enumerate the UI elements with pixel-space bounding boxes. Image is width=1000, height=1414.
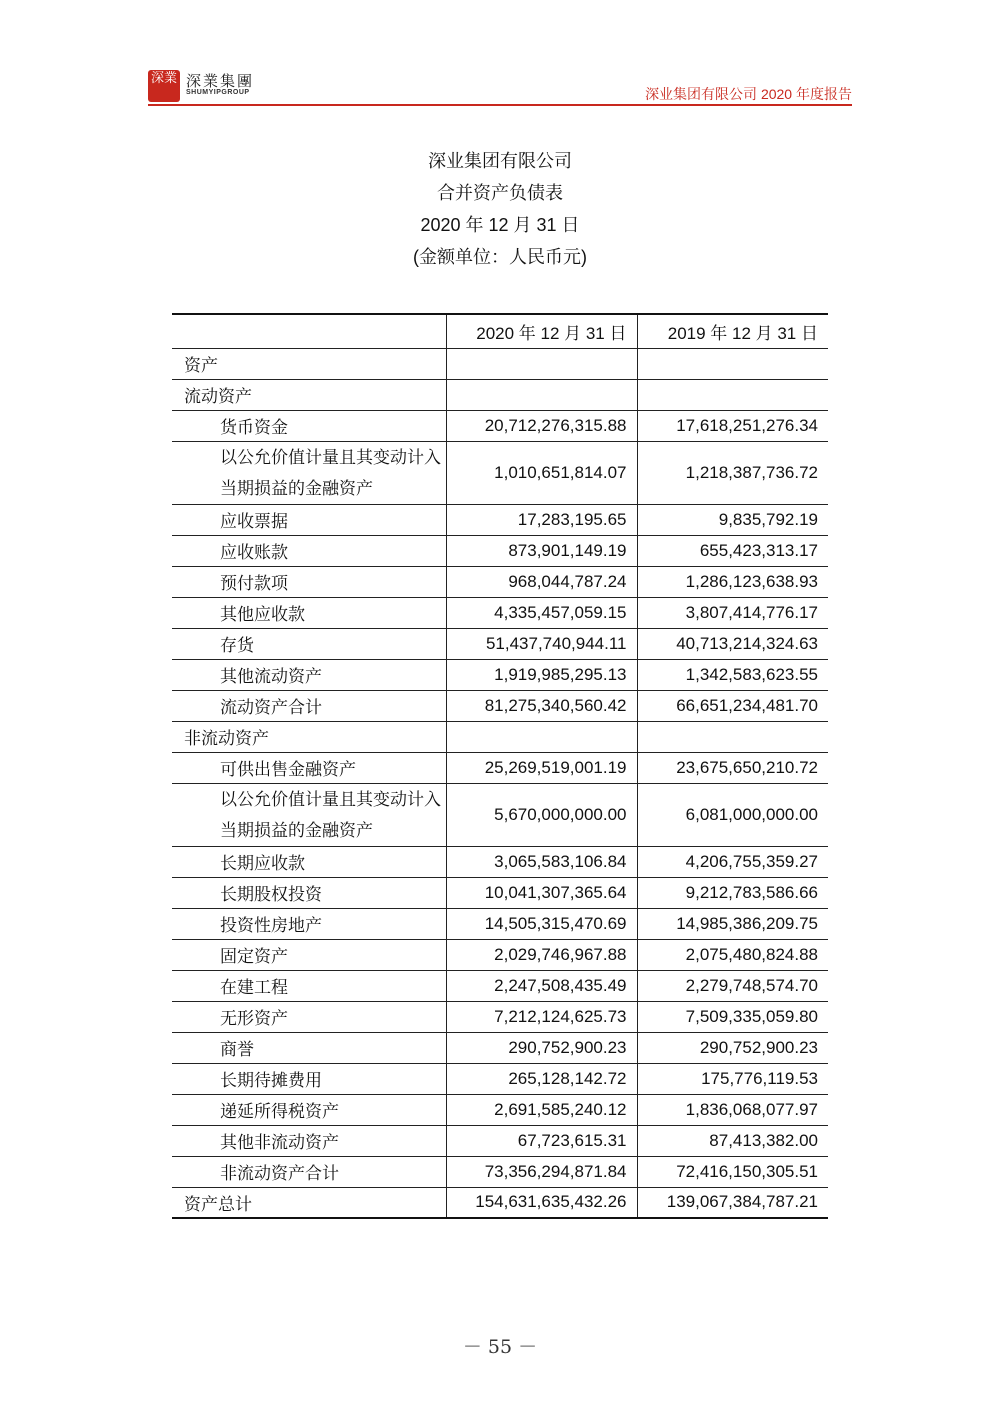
table-row-total-assets [172, 1187, 828, 1218]
row-label: 货币资金 [172, 410, 446, 441]
table-row [172, 1063, 828, 1094]
value-2020: 968,044,787.24 [446, 566, 637, 597]
table-row [172, 970, 828, 1001]
value-2019: 7,509,335,059.80 [637, 1001, 828, 1032]
company-logo-name: 深業集團 [186, 72, 255, 90]
table-row [172, 410, 828, 441]
company-name: 深业集团有限公司 [428, 151, 572, 171]
row-label: 非流动资产合计 [172, 1156, 446, 1187]
table-row [172, 535, 828, 566]
value-2020: 2,247,508,435.49 [446, 970, 637, 1001]
statement-titles [0, 145, 1000, 273]
currency-unit: (金额单位：人民币元) [413, 247, 587, 267]
table-row [172, 752, 828, 783]
row-label: 长期股权投资 [172, 877, 446, 908]
value-2020: 5,670,000,000.00 [446, 783, 637, 846]
value-2020: 2,029,746,967.88 [446, 939, 637, 970]
row-label: 长期应收款 [172, 846, 446, 877]
table-row [172, 908, 828, 939]
value-2019: 2,075,480,824.88 [637, 939, 828, 970]
value-2019: 290,752,900.23 [637, 1032, 828, 1063]
value-2019: 17,618,251,276.34 [637, 410, 828, 441]
statement-title: 合并资产负债表 [437, 183, 563, 203]
row-label: 投资性房地产 [172, 908, 446, 939]
page-header [148, 68, 852, 108]
row-label: 应收票据 [172, 504, 446, 535]
value-2019: 72,416,150,305.51 [637, 1156, 828, 1187]
row-label: 资产总计 [172, 1187, 446, 1218]
page-number: － 55 － [462, 1336, 538, 1358]
value-2019: 6,081,000,000.00 [637, 783, 828, 846]
row-label: 商誉 [172, 1032, 446, 1063]
value-2019: 655,423,313.17 [637, 535, 828, 566]
table-header-row [172, 314, 828, 348]
row-label: 存货 [172, 628, 446, 659]
value-2020: 67,723,615.31 [446, 1125, 637, 1156]
value-2020: 1,919,985,295.13 [446, 659, 637, 690]
row-label: 长期待摊费用 [172, 1063, 446, 1094]
value-2020: 154,631,635,432.26 [446, 1187, 637, 1218]
value-2019: 66,651,234,481.70 [637, 690, 828, 721]
row-label: 递延所得税资产 [172, 1094, 446, 1125]
report-title: 深业集团有限公司 2020 年度报告 [645, 86, 852, 102]
value-2019: 9,212,783,586.66 [637, 877, 828, 908]
table-row-current-assets-total [172, 690, 828, 721]
column-header-2019: 2019 年 12 月 31 日 [637, 314, 828, 348]
value-2019: 1,342,583,623.55 [637, 659, 828, 690]
value-2020: 265,128,142.72 [446, 1063, 637, 1094]
row-label: 以公允价值计量且其变动计入当期损益的金融资产 [172, 441, 446, 504]
row-label: 应收账款 [172, 535, 446, 566]
table-row [172, 877, 828, 908]
value-2019 [637, 379, 828, 410]
value-2019: 4,206,755,359.27 [637, 846, 828, 877]
column-header-2020: 2020 年 12 月 31 日 [446, 314, 637, 348]
value-2020 [446, 348, 637, 379]
table-row [172, 566, 828, 597]
value-2020: 3,065,583,106.84 [446, 846, 637, 877]
value-2019 [637, 348, 828, 379]
value-2020: 51,437,740,944.11 [446, 628, 637, 659]
table-row [172, 1032, 828, 1063]
value-2020: 7,212,124,625.73 [446, 1001, 637, 1032]
value-2019: 3,807,414,776.17 [637, 597, 828, 628]
table-row [172, 846, 828, 877]
table-row-assets [172, 348, 828, 379]
table-row [172, 597, 828, 628]
table-row [172, 939, 828, 970]
row-label: 资产 [172, 348, 446, 379]
table-row [172, 1001, 828, 1032]
value-2020 [446, 721, 637, 752]
row-label: 以公允价值计量且其变动计入当期损益的金融资产 [172, 783, 446, 846]
balance-sheet-table [172, 313, 828, 1219]
row-label: 非流动资产 [172, 721, 446, 752]
value-2019: 1,218,387,736.72 [637, 441, 828, 504]
row-label: 其他应收款 [172, 597, 446, 628]
row-label: 在建工程 [172, 970, 446, 1001]
table-row [172, 441, 828, 504]
value-2020: 20,712,276,315.88 [446, 410, 637, 441]
table-row-current-assets [172, 379, 828, 410]
value-2019: 14,985,386,209.75 [637, 908, 828, 939]
value-2020: 25,269,519,001.19 [446, 752, 637, 783]
row-label: 可供出售金融资产 [172, 752, 446, 783]
row-label: 预付款项 [172, 566, 446, 597]
value-2019: 9,835,792.19 [637, 504, 828, 535]
header-rule [148, 104, 852, 106]
value-2020: 14,505,315,470.69 [446, 908, 637, 939]
table-row-non-current-assets-total [172, 1156, 828, 1187]
value-2020: 10,041,307,365.64 [446, 877, 637, 908]
row-label: 其他流动资产 [172, 659, 446, 690]
value-2020 [446, 379, 637, 410]
table-row [172, 1125, 828, 1156]
table-row [172, 783, 828, 846]
column-header-item [172, 314, 446, 348]
table-row [172, 628, 828, 659]
value-2019: 1,286,123,638.93 [637, 566, 828, 597]
value-2019: 175,776,119.53 [637, 1063, 828, 1094]
row-label: 无形资产 [172, 1001, 446, 1032]
company-logo-english: SHUMYIPGROUP [186, 89, 250, 96]
value-2020: 73,356,294,871.84 [446, 1156, 637, 1187]
value-2019: 87,413,382.00 [637, 1125, 828, 1156]
value-2020: 290,752,900.23 [446, 1032, 637, 1063]
value-2019: 2,279,748,574.70 [637, 970, 828, 1001]
table-row [172, 659, 828, 690]
row-label: 固定资产 [172, 939, 446, 970]
value-2020: 1,010,651,814.07 [446, 441, 637, 504]
value-2019: 139,067,384,787.21 [637, 1187, 828, 1218]
table-row [172, 1094, 828, 1125]
row-label: 流动资产合计 [172, 690, 446, 721]
value-2020: 81,275,340,560.42 [446, 690, 637, 721]
value-2020: 2,691,585,240.12 [446, 1094, 637, 1125]
value-2019: 1,836,068,077.97 [637, 1094, 828, 1125]
value-2019: 23,675,650,210.72 [637, 752, 828, 783]
company-logo-seal: 深業 [148, 70, 180, 102]
row-label: 流动资产 [172, 379, 446, 410]
value-2019 [637, 721, 828, 752]
value-2019: 40,713,214,324.63 [637, 628, 828, 659]
row-label: 其他非流动资产 [172, 1125, 446, 1156]
value-2020: 17,283,195.65 [446, 504, 637, 535]
statement-date: 2020 年 12 月 31 日 [420, 215, 580, 235]
value-2020: 873,901,149.19 [446, 535, 637, 566]
table-row-non-current-assets [172, 721, 828, 752]
table-row [172, 504, 828, 535]
value-2020: 4,335,457,059.15 [446, 597, 637, 628]
